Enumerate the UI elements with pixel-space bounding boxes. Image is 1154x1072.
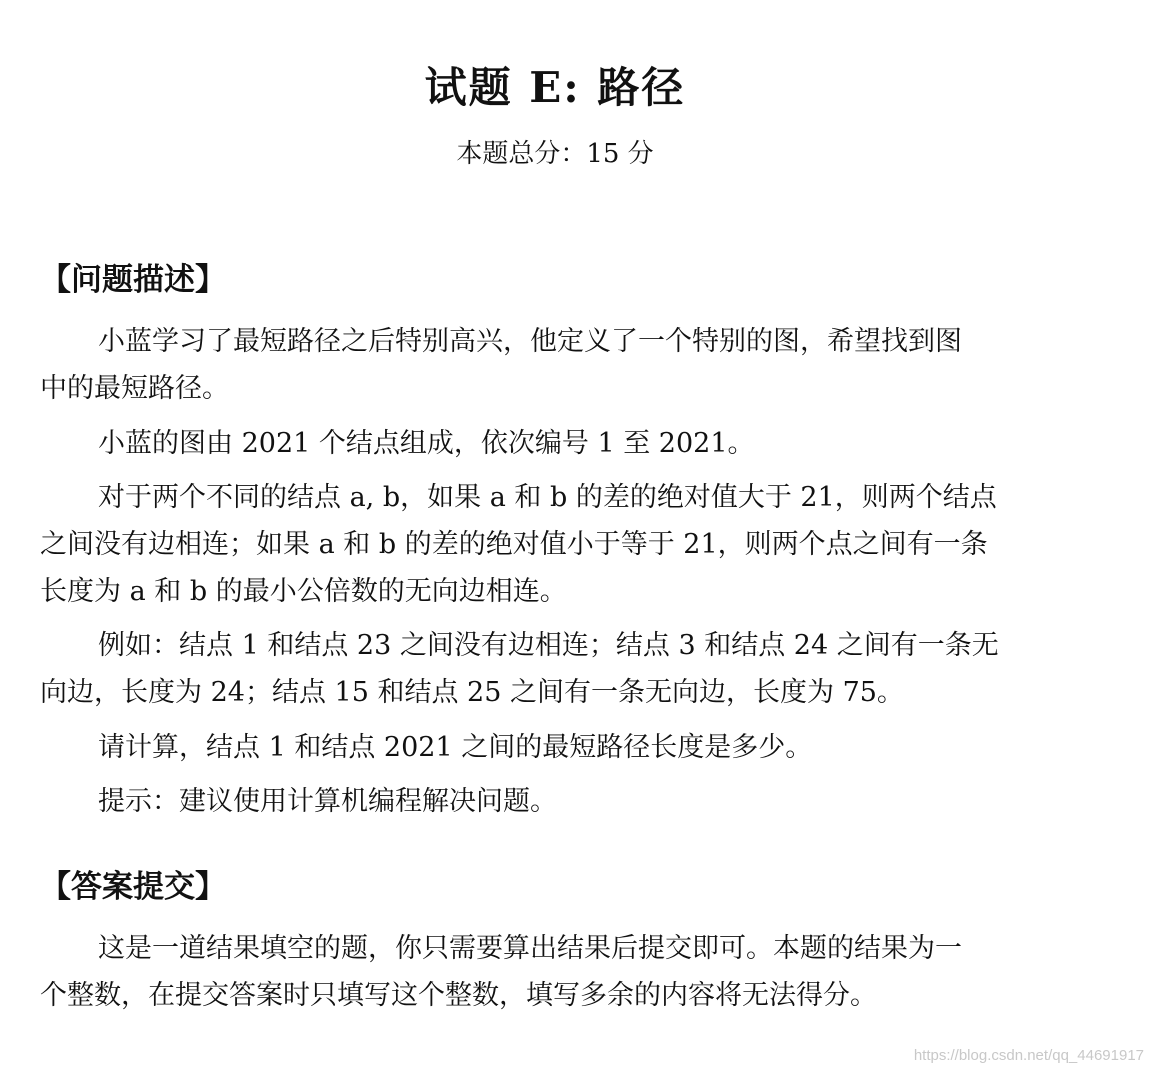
text-line: 对于两个不同的结点 a, b，如果 a 和 b 的差的绝对值大于 21，则两个结点 bbox=[98, 482, 997, 513]
text-line: 之间没有边相连；如果 a 和 b 的差的绝对值小于等于 21，则两个点之间有一条 bbox=[40, 529, 988, 560]
description-paragraph-5 bbox=[40, 724, 1080, 771]
text-line: 中的最短路径。 bbox=[40, 373, 229, 404]
text-line: 个整数，在提交答案时只填写这个整数，填写多余的内容将无法得分。 bbox=[40, 980, 877, 1011]
text-line: 小蓝的图由 2021 个结点组成，依次编号 1 至 2021。 bbox=[98, 428, 755, 459]
text-line: 长度为 a 和 b 的最小公倍数的无向边相连。 bbox=[40, 576, 567, 607]
problem-title: 试题 E: 路径 bbox=[424, 63, 686, 112]
text-line: 例如：结点 1 和结点 23 之间没有边相连；结点 3 和结点 24 之间有一条无 bbox=[98, 630, 999, 661]
description-paragraph-6 bbox=[40, 778, 1080, 825]
section-heading-description: 【问题描述】 bbox=[40, 262, 226, 298]
description-paragraph-4 bbox=[40, 622, 1080, 716]
description-paragraph-3 bbox=[40, 474, 1080, 615]
section-heading-submission: 【答案提交】 bbox=[40, 869, 226, 905]
description-paragraph-2 bbox=[40, 420, 1080, 467]
text-line: 向边，长度为 24；结点 15 和结点 25 之间有一条无向边，长度为 75。 bbox=[40, 677, 904, 708]
text-line: 提示：建议使用计算机编程解决问题。 bbox=[98, 786, 557, 817]
problem-score: 本题总分：15 分 bbox=[456, 139, 654, 169]
text-line: 这是一道结果填空的题，你只需要算出结果后提交即可。本题的结果为一 bbox=[98, 933, 962, 964]
text-line: 请计算，结点 1 和结点 2021 之间的最短路径长度是多少。 bbox=[98, 732, 813, 763]
submission-paragraph-1 bbox=[40, 925, 1080, 1019]
text-line: 小蓝学习了最短路径之后特别高兴，他定义了一个特别的图，希望找到图 bbox=[98, 326, 962, 357]
watermark-url: https://blog.csdn.net/qq_44691917 bbox=[913, 1047, 1144, 1064]
description-paragraph-1 bbox=[40, 318, 1080, 412]
